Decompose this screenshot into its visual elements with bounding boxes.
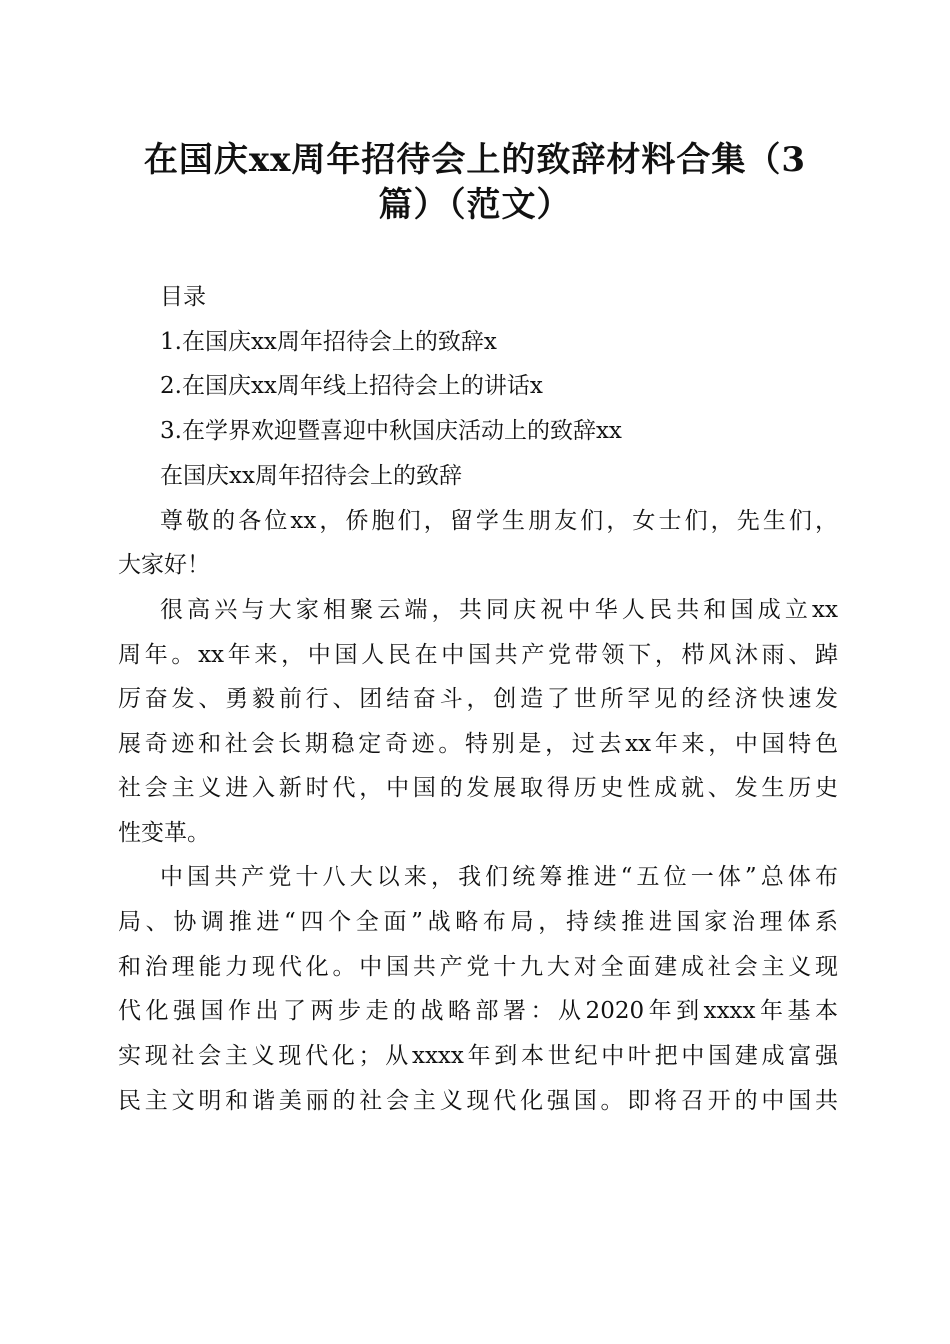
paragraph-3-line-1: 中国共产党十八大以来，我们统筹推进“五位一体”总体布 (160, 864, 838, 890)
paragraph-2-line-1: 很高兴与大家相聚云端，共同庆祝中华人民共和国成立xx (160, 597, 838, 623)
paragraph-2-line-3: 厉奋发、勇毅前行、团结奋斗，创造了世所罕见的经济快速发 (118, 686, 838, 712)
paragraph-2-line-2: 周年。xx年来，中国人民在中国共产党带领下，栉风沐雨、踔 (118, 642, 838, 668)
paragraph-2-line-5: 社会主义进入新时代，中国的发展取得历史性成就、发生历史 (118, 775, 838, 801)
paragraph-3-line-5: 实现社会主义现代化；从xxxx年到本世纪中叶把中国建成富强 (118, 1043, 838, 1069)
paragraph-3-line-6: 民主文明和谐美丽的社会主义现代化强国。即将召开的中国共 (118, 1088, 838, 1114)
paragraph-3-line-2: 局、协调推进“四个全面”战略布局，持续推进国家治理体系 (118, 909, 838, 935)
document-title-line-2: 篇）（范文） (378, 185, 572, 225)
paragraph-2-line-6: 性变革。 (118, 820, 210, 846)
section-title: 在国庆xx周年招待会上的致辞 (160, 463, 462, 489)
paragraph-3-line-4: 代化强国作出了两步走的战略部署：从2020年到xxxx年基本 (118, 998, 838, 1024)
toc-item-3: 3.在学界欢迎暨喜迎中秋国庆活动上的致辞xx (160, 418, 622, 444)
paragraph-2-line-4: 展奇迹和社会长期稳定奇迹。特别是，过去xx年来，中国特色 (118, 731, 838, 757)
toc-item-1: 1.在国庆xx周年招待会上的致辞x (160, 329, 497, 355)
document-title-line-1: 在国庆xx周年招待会上的致辞材料合集（3 (143, 140, 807, 180)
paragraph-1-line-1: 尊敬的各位xx，侨胞们，留学生朋友们，女士们，先生们， (160, 508, 838, 534)
paragraph-1-line-2: 大家好！ (118, 552, 210, 578)
paragraph-3-line-3: 和治理能力现代化。中国共产党十九大对全面建成社会主义现 (118, 954, 838, 980)
toc-heading: 目录 (160, 284, 206, 310)
toc-item-2: 2.在国庆xx周年线上招待会上的讲话x (160, 373, 543, 399)
